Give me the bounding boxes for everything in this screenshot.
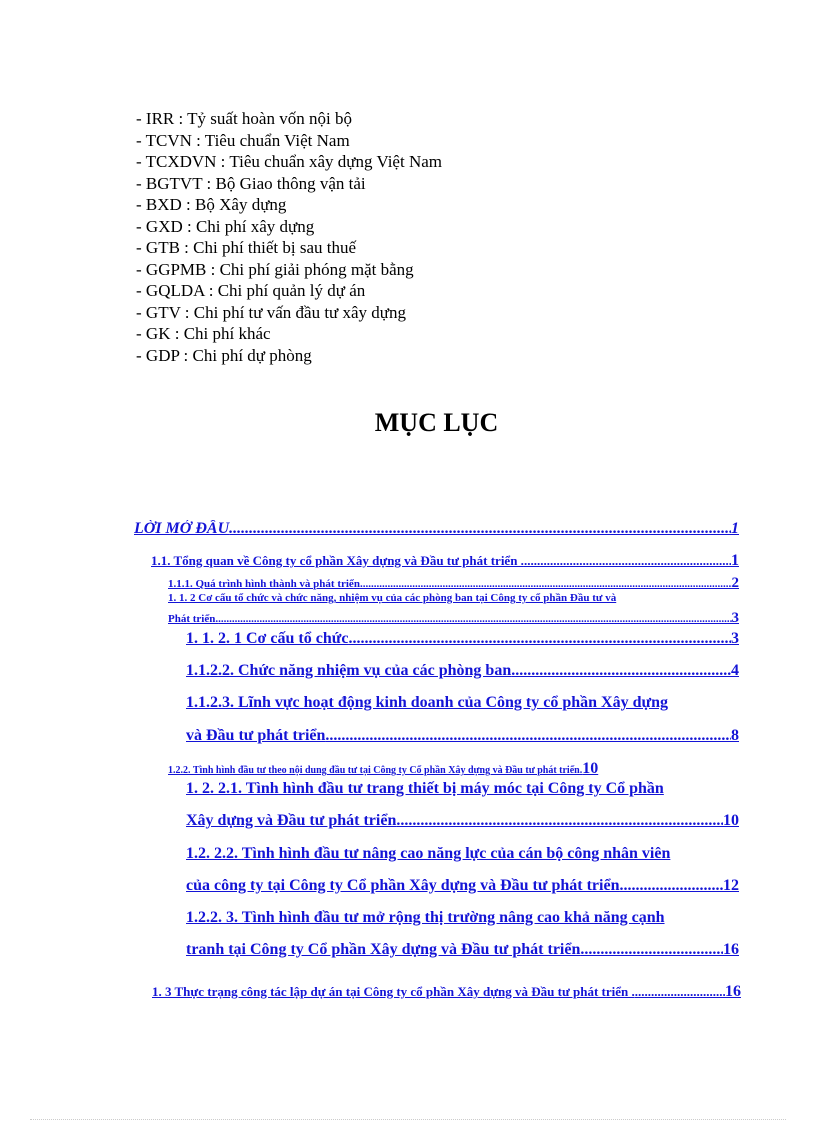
abbreviation-item: - BGTVT : Bộ Giao thông vận tải (136, 173, 366, 193)
toc-entry-text: tranh tại Công ty Cổ phần Xây dựng và Đầu tư phát triển (186, 941, 581, 958)
toc-entry-1-2-2-1-line1[interactable]: 1. 2. 2.1. Tình hình đầu tư trang thiết bị máy móc tại Công ty Cổ phần (186, 780, 664, 797)
abbreviation-item: - TCXDVN : Tiêu chuẩn xây dựng Việt Nam (136, 152, 442, 171)
toc-entry-text: 1.1.1. Quá trình hình thành và phát triển (168, 578, 360, 590)
toc-entry-text: 1. 1. 2. 1 Cơ cấu tổ chức (186, 630, 349, 647)
toc-entry-1-3[interactable] (152, 983, 741, 1001)
toc-page-number: 10 (723, 812, 739, 829)
toc-entry-1-1-2-3[interactable] (186, 727, 739, 745)
toc-entry-1-1-2[interactable] (168, 610, 739, 627)
toc-leader-dots (229, 520, 731, 538)
toc-leader-dots (218, 613, 731, 625)
toc-entry-text: 1. 3 Thực trạng công tác lập dự án tại Công ty cổ phần Xây dựng và Đầu tư phát triển . (152, 984, 635, 999)
toc-leader-dots (348, 630, 731, 648)
toc-entry-1-1-2-line1[interactable]: 1. 1. 2 Cơ cấu tổ chức và chức năng, nhiệm vụ của các phòng ban tại Công ty cổ phần Đầu tư và (168, 592, 617, 604)
toc-leader-dots (619, 877, 723, 895)
toc-page-number: 4 (731, 662, 739, 679)
page-bottom-rule (30, 1119, 786, 1120)
abbreviation-item: - GTV : Chi phí tư vấn đầu tư xây dựng (136, 302, 407, 322)
toc-page-number: 2 (731, 575, 739, 591)
toc-entry-1-2-2-1[interactable] (186, 812, 739, 830)
toc-entry-1-1-2-3-line1[interactable]: 1.1.2.3. Lĩnh vực hoạt động kinh doanh của Công ty cổ phần Xây dựng (186, 694, 669, 711)
toc-entry-1-1-1[interactable] (168, 575, 739, 592)
toc-entry-1-1-2-2[interactable] (186, 662, 739, 680)
abbreviation-item: - IRR : Tỷ suất hoàn vốn nội bộ (136, 109, 352, 128)
toc-leader-dots (325, 727, 731, 745)
toc-entry-1-2-2-3[interactable] (186, 941, 739, 959)
toc-entry-text: Phát triển. (168, 613, 219, 625)
toc-entry-text: 1.1. Tổng quan về Công ty cổ phần Xây dựng và Đầu tư phát triển . (151, 553, 524, 568)
abbreviation-item: - GDP : Chi phí dự phòng (136, 345, 312, 365)
abbreviation-item: - BXD : Bộ Xây dựng (136, 195, 287, 214)
toc-page-number: 16 (725, 983, 741, 1000)
toc-entry-text: 1.1.2.2. Chức năng nhiệm vụ của các phòng ban (186, 662, 512, 679)
toc-entry-1-1[interactable] (151, 552, 739, 570)
toc-leader-dots (580, 941, 723, 959)
toc-page-number: 3 (731, 610, 739, 626)
toc-leader-dots (524, 553, 731, 569)
abbreviation-item: - GTB : Chi phí thiết bị sau thuế (136, 238, 357, 257)
abbreviation-list (136, 108, 442, 366)
toc-entry-1-2-2-3-line1[interactable]: 1.2.2. 3. Tình hình đầu tư mở rộng thị trường nâng cao khả năng cạnh (186, 909, 665, 926)
toc-entry-text: và Đầu tư phát triển (186, 727, 326, 744)
toc-page-number: 16 (723, 941, 739, 958)
toc-title: MỤC LỤC (374, 408, 499, 437)
toc-entry-text: Xây dựng và Đầu tư phát triển (186, 812, 397, 829)
toc-leader-dots (396, 812, 723, 830)
toc-entry-1-2-2-2-line1[interactable]: 1.2. 2.2. Tình hình đầu tư nâng cao năng lực của cán bộ công nhân viên (186, 845, 671, 862)
toc-leader-dots (511, 662, 731, 680)
toc-entry-intro[interactable] (134, 520, 739, 538)
toc-entry-1-1-2-1[interactable] (186, 630, 739, 648)
toc-page-number: 12 (723, 877, 739, 894)
toc-leader-dots (360, 578, 732, 590)
abbreviation-item: - GK : Chi phí khác (136, 324, 271, 343)
toc-entry-text: của công ty tại Công ty Cổ phần Xây dựng và Đầu tư phát triển (186, 877, 620, 894)
toc-entry-text: LỜI MỞ ĐẦU (134, 520, 230, 537)
abbreviation-item: - TCVN : Tiêu chuẩn Việt Nam (136, 130, 350, 150)
toc-page-number: 8 (731, 727, 739, 744)
abbreviation-item: - GQLDA : Chi phí quản lý dự án (136, 281, 366, 300)
toc-page-number: 1 (731, 520, 739, 537)
abbreviation-item: - GGPMB : Chi phí giải phóng mặt bằng (136, 259, 414, 279)
toc-leader-dots (635, 984, 725, 1000)
abbreviation-item: - GXD : Chi phí xây dựng (136, 216, 315, 236)
toc-entry-text: 1.2.2. Tình hình đầu tư theo nội dung đầu tư tại Công ty Cổ phần Xây dựng và Đầu tư phát triển. (168, 765, 583, 776)
toc-entry-1-2-2-2[interactable] (186, 877, 739, 895)
toc-entry-1-2-2[interactable] (168, 760, 757, 778)
toc-page-number: 3 (731, 630, 739, 647)
toc-page-number: 10 (582, 760, 599, 777)
toc-page-number: 1 (731, 552, 739, 569)
